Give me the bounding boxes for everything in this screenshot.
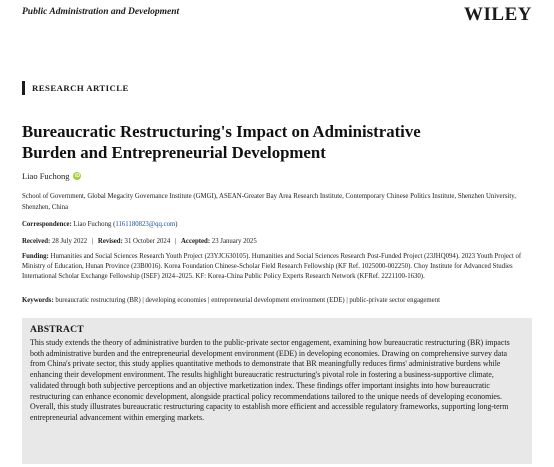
- article-type-label: RESEARCH ARTICLE: [22, 81, 129, 95]
- abstract-text: This study extends the theory of administrative burden to the public-private sector engagement, examining how bureaucratic restructuring (BR) impacts both administrative burden and the entrepreneurial development environment (EDE) in developing economies. Drawing on comprehensive survey data from China's private sector, this study applies quantitative methods to demonstrate that BR meaningfully reduces firms' administrative burdens while enhancing their development environment. The results highlight bureaucratic restructuring's pivotal role in fostering a business-supportive climate, validated through both subjective perceptions and an objective marketization index. These findings offer important insights into how bureaucratic restructuring can enhance economic development, alongside practical policy recommendations tailored to the unique needs of developing economies. Overall, this study illustrates bureaucratic restructuring capacity to establish more efficient and accessible regulatory frameworks, supporting long-term entrepreneurial advancement within emerging markets.: [30, 338, 510, 422]
- article-title-line-1: Bureaucratic Restructuring's Impact on Administrative: [22, 122, 421, 141]
- publisher-logo[interactable]: WILEY: [464, 4, 532, 25]
- funding: [22, 252, 530, 282]
- date-separator: |: [174, 238, 177, 245]
- correspondence-label: Correspondence:: [22, 221, 72, 228]
- article-title-line-2: Burden and Entrepreneurial Development: [22, 143, 326, 162]
- received-date: 28 July 2022: [52, 238, 88, 245]
- author-name[interactable]: Liao Fuchong: [22, 171, 70, 181]
- correspondence: Correspondence: Liao Fuchong (1161180823@qq.com): [22, 221, 178, 228]
- revised-date: 31 October 2024: [124, 238, 171, 245]
- accepted-label: Accepted:: [181, 238, 211, 245]
- keywords-label: Keywords:: [22, 297, 54, 304]
- article-dates: [22, 238, 257, 245]
- article-title: [22, 121, 522, 163]
- orcid-icon[interactable]: iD: [74, 173, 80, 179]
- keywords: [22, 297, 532, 304]
- keywords-text: bureaucratic restructuring (BR) | developing economies | entrepreneurial development environment (EDE) | public-private sector engagement: [55, 297, 440, 304]
- abstract-box: [22, 318, 532, 464]
- correspondence-name: Liao Fuchong: [73, 221, 112, 228]
- abstract-heading: ABSTRACT: [30, 324, 84, 335]
- revised-label: Revised:: [97, 238, 123, 245]
- funding-label: Funding:: [22, 253, 49, 260]
- date-separator: |: [91, 238, 94, 245]
- accepted-date: 23 January 2025: [211, 238, 257, 245]
- funding-text: Humanities and Social Sciences Research Youth Project (23YJC630105). Humanities and Social Sciences Research Post-Funded Project (23JHQ094). 2023 Youth Project of Ministry of Education, Hunan Province (23B0016). Korea Foundation Chinese-Scholar Field Research Fellowship (KF Ref. 1025000-002250). Choy Institute for Advanced Studies International Scholar Exchange Fellowship (ISEF) 2024–2025. KF: Korea-China Public Policy Experts Research Network (KFRef. 2221100-1630).: [22, 253, 522, 280]
- journal-title[interactable]: Public Administration and Development: [22, 7, 180, 17]
- author-line: [22, 171, 81, 181]
- correspondence-email-link[interactable]: 1161180823@qq.com: [115, 221, 176, 228]
- affiliation: School of Government, Global Megacity Governance Institute (GMGI), ASEAN-Greater Bay Area Research Institute, Contemporary Chinese Politics Institute, Shenzhen University, Shenzhen, China: [22, 193, 516, 211]
- received-label: Received:: [22, 238, 51, 245]
